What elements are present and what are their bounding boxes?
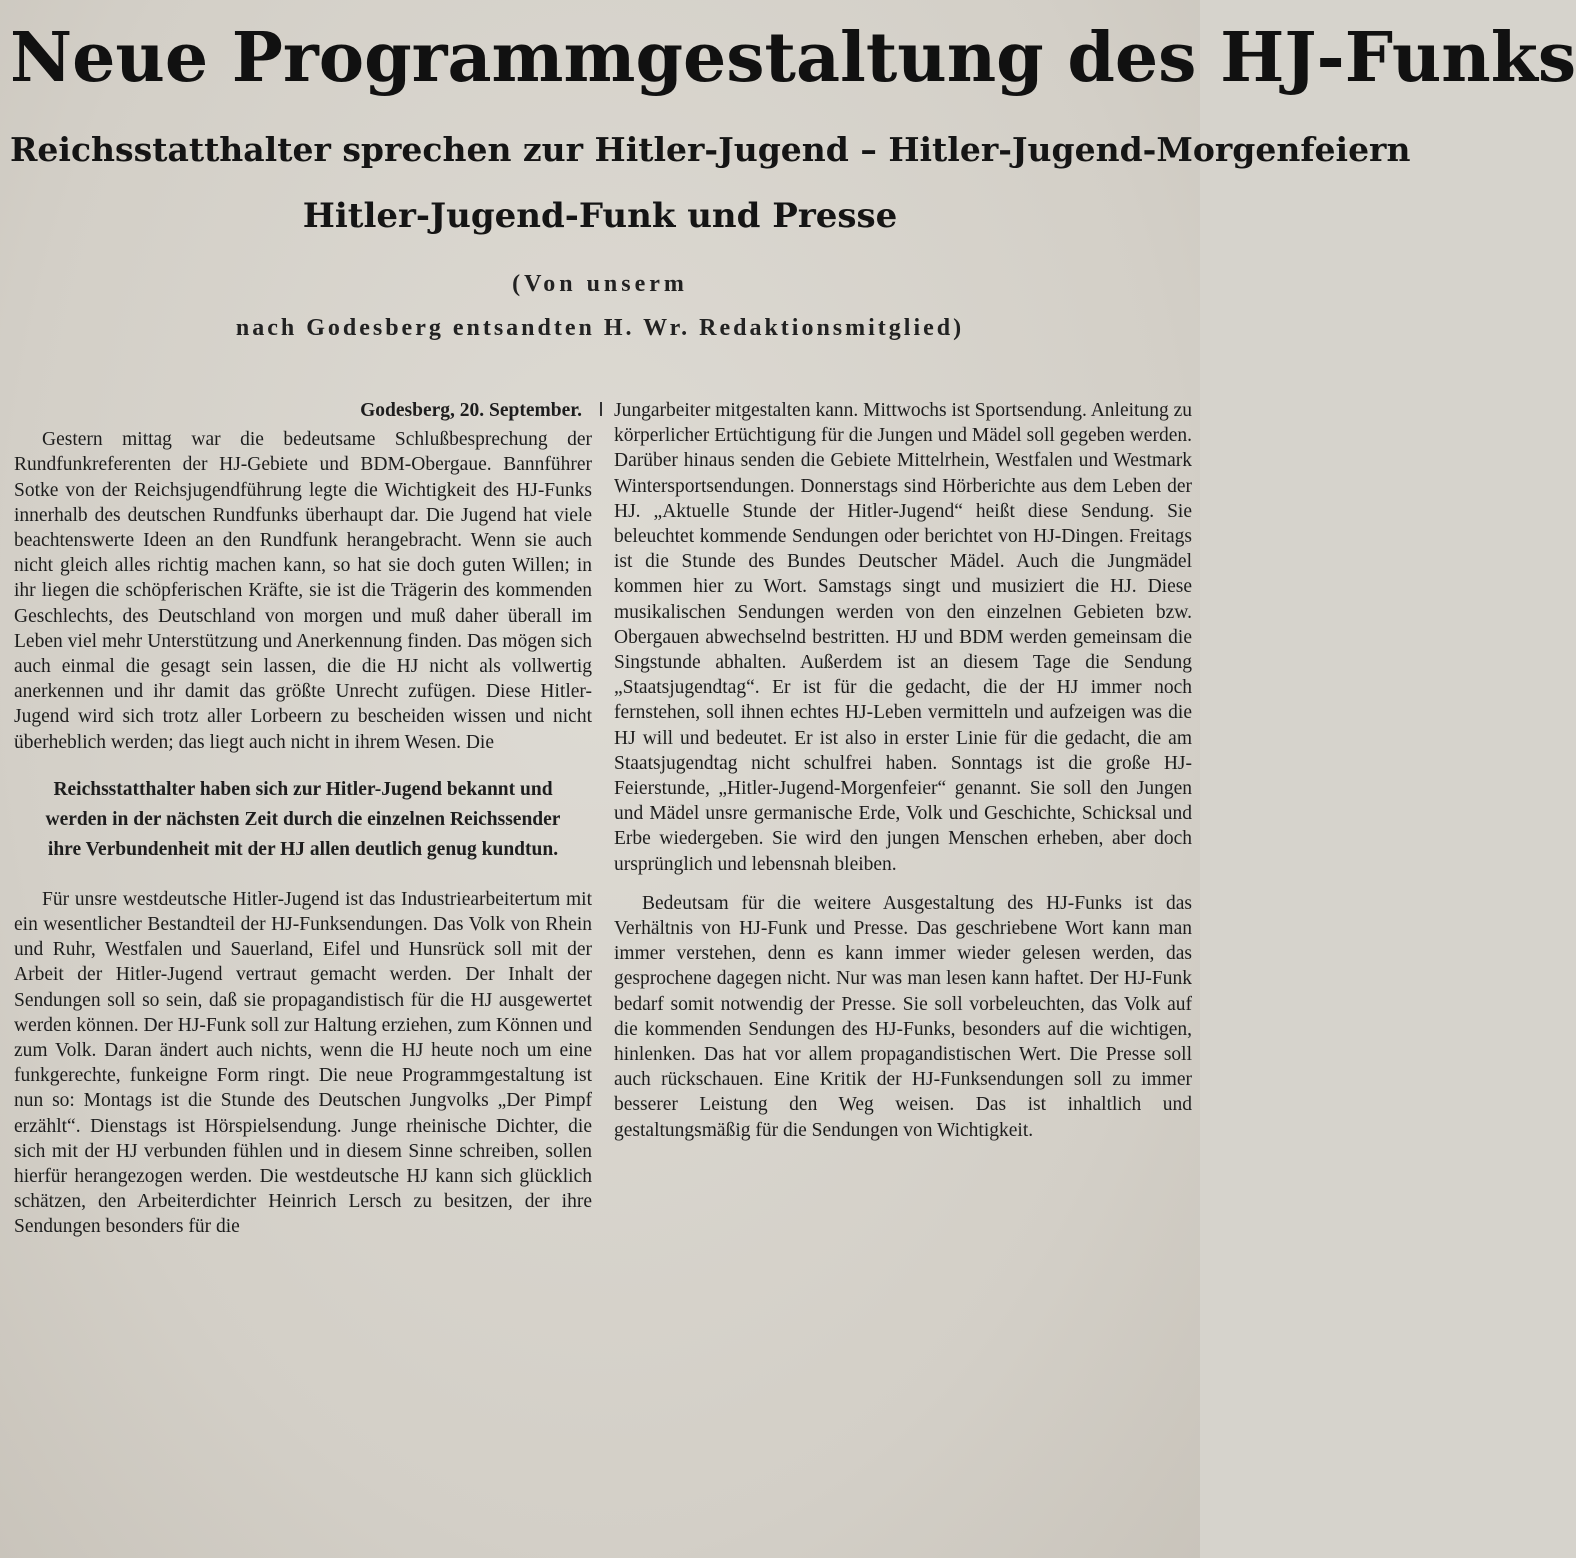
dateline: Godesberg, 20. September. bbox=[360, 400, 582, 421]
article-column-left bbox=[14, 398, 592, 1548]
byline-line-1: (Von unserm bbox=[512, 271, 688, 297]
paragraph-press: Bedeutsam für die weitere Ausgestaltung des HJ-Funks ist das Verhältnis von HJ-Funk und Presse. Das geschriebene Wort kann man immer verstehen, denn es kann immer wieder gelesen werden, das gesprochene dagegen nicht. Nur was man lesen kann haftet. Der HJ-Funk bedarf somit notwendig der Presse. Sie soll vorbeleuchten, das Volk auf die kommenden Sendungen des HJ-Funks, besonders auf die wichtigen, hinlenken. Das hat vor allem propagandistischen Wert. Die Presse soll auch rückschauen. Eine Kritik der HJ-Funksendungen soll zu immer besserer Leistung den Weg weisen. Das ist inhaltlich und gestaltungsmäßig für die Sendungen von Wichtigkeit. bbox=[614, 892, 1192, 1141]
highlighted-statement: Reichsstatthalter haben sich zur Hitler-Jugend bekannt und werden in der nächsten Zeit durch die einzelnen Reichssender ihre Verbundenheit mit der HJ allen deutlich genug kundtun. bbox=[45, 778, 561, 860]
column-divider bbox=[600, 402, 602, 416]
article-column-right bbox=[614, 398, 1192, 1548]
paragraph-intro: Gestern mittag war die bedeutsame Schlußbesprechung der Rundfunkreferenten der HJ-Gebiete und BDM-Obergaue. Bannführer Sotke von der Reichsjugendführung legte die Wichtigkeit des HJ-Funks innerhalb des deutschen Rundfunks überhaupt dar. Die Jugend hat viele beachtenswerte Ideen an den Rundfunk herangebracht. Wenn sie auch nicht gleich alles richtig machen kann, so hat sie doch guten Willen; in ihr liegen die schöpferischen Kräfte, sie ist die Trägerin des kommenden Geschlechts, des Deutschland von morgen und muß daher überall im Leben viel mehr Unterstützung und Anerkennung finden. Das mögen sich auch einmal die gesagt sein lassen, die die HJ nicht als vollwertig anerkennen und ihr damit das größte Unrecht zufügen. Diese Hitler-Jugend wird sich trotz aller Lorbeern zu bescheiden wissen und nicht überheblich werden; das liegt auch nicht in ihrem Wesen. Die bbox=[14, 429, 592, 753]
paragraph-gap bbox=[614, 877, 1192, 891]
paragraph-program: Für unsre westdeutsche Hitler-Jugend ist das Industriearbeitertum mit ein wesentlicher Bestandteil der HJ-Funksendungen. Das Volk von Rhein und Ruhr, Westfalen und Sauerland, Eifel und Hunsrück soll mit der Arbeit der Hitler-Jugend vertraut gemacht werden. Der Inhalt der Sendungen soll so sein, daß sie propagandistisch für die HJ ausgewertet werden können. Der HJ-Funk soll zur Haltung erziehen, zum Können und zum Volk. Daran ändert auch nichts, wenn die HJ heute noch um eine funkgerechte, funkeigne Form ringt. Die neue Programmgestaltung ist nun so: Montags ist die Stunde des Deutschen Jungvolks „Der Pimpf erzählt“. Dienstags ist Hörspielsendung. Junge rheinische Dichter, die sich mit der HJ verbunden fühlen und in diesem Sinne schreiben, sollen hierfür herangezogen werden. Die westdeutsche HJ kann sich glücklich schätzen, den Arbeiterdichter Heinrich Lersch zu besitzen, der ihre Sendungen besonders für die bbox=[14, 888, 592, 1238]
headline: Neue Programmgestaltung des HJ-Funks bbox=[10, 18, 1576, 98]
byline-line-2: nach Godesberg entsandten H. Wr. Redaktionsmitglied) bbox=[235, 315, 965, 341]
subheadline-secondary: Hitler-Jugend-Funk und Presse bbox=[302, 196, 898, 236]
subheadline-primary: Reichsstatthalter sprechen zur Hitler-Jugend – Hitler-Jugend-Morgenfeiern bbox=[10, 130, 1411, 169]
paragraph-weekly-schedule: Jungarbeiter mitgestalten kann. Mittwochs ist Sportsendung. Anleitung zu körperlicher Ertüchtigung für die Jungen und Mädel soll gegeben werden. Darüber hinaus senden die Gebiete Mittelrhein, Westfalen und Westmark Wintersportsendungen. Donnerstags sind Hörberichte aus dem Leben der HJ. „Aktuelle Stunde der Hitler-Jugend“ heißt diese Sendung. Sie beleuchtet kommende Sendungen oder berichtet von HJ-Dingen. Freitags ist die Stunde des Bundes Deutscher Mädel. Auch die Jungmädel kommen hier zu Wort. Samstags singt und musiziert die HJ. Diese musikalischen Sendungen werden von den einzelnen Gebieten bzw. Obergauen abwechselnd bestritten. HJ und BDM werden gemeinsam die Singstunde abhalten. Außerdem ist an diesem Tage die Sendung „Staatsjugendtag“. Er ist für die gedacht, die der HJ immer noch fernstehen, soll ihnen echtes HJ-Leben vermitteln und aufzeigen was die HJ will und bedeutet. Er ist also in erster Linie für die gedacht, die am Staatsjugendtag nicht schulfrei haben. Sonntags ist die große HJ-Feierstunde, „Hitler-Jugend-Morgenfeier“ genannt. Sie soll den Jungen und Mädel unsre germanische Erde, Volk und Geschichte, Schicksal und Erbe wiedergeben. Sie wird den jungen Menschen erheben, aber doch ursprünglich und lebensnah bleiben. bbox=[614, 400, 1192, 875]
